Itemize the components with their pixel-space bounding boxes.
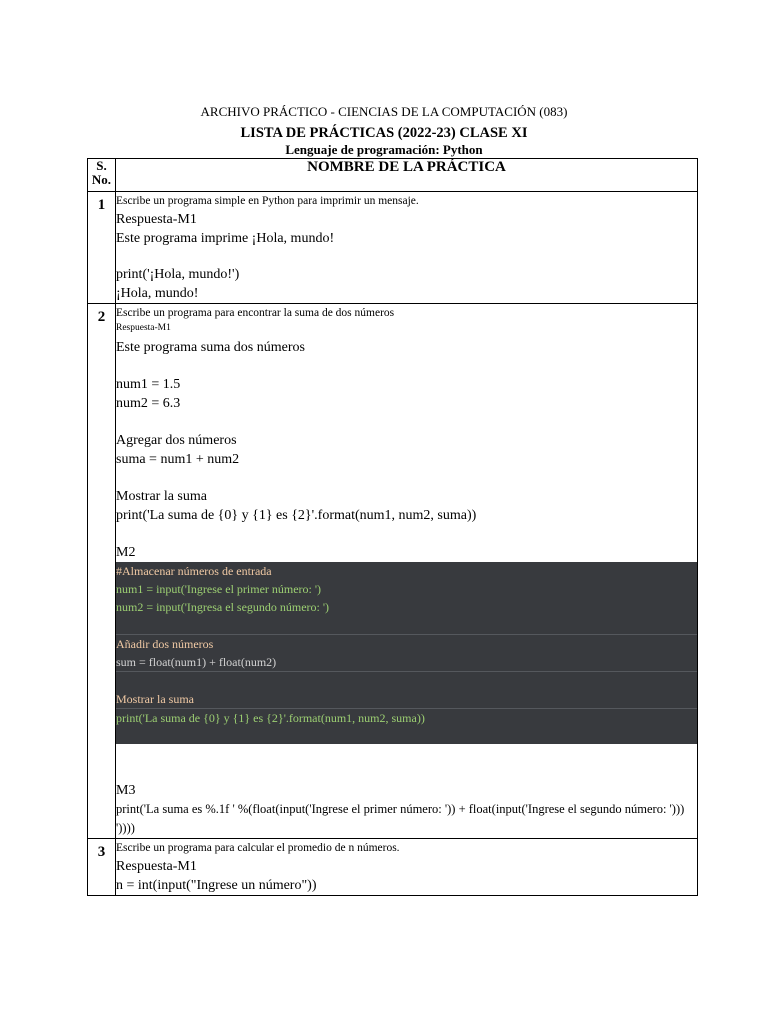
answer-line: Este programa imprime ¡Hola, mundo! (116, 231, 335, 246)
answer-line: Agregar dos números (116, 433, 237, 448)
answer-label: Respuesta-M1 (116, 212, 197, 227)
table-row (88, 839, 698, 896)
code-comment-line: Añadir dos números (116, 634, 697, 653)
answer-line: print('La suma es %.1f ' %(float(input('Ingrese el primer número: ')) + float(input('Ingrese el segundo número: '))) (116, 802, 685, 816)
answer-label: Respuesta-M1 (116, 859, 197, 874)
row-number: 2 (97, 309, 106, 325)
answer-line: num1 = 1.5 (116, 377, 181, 392)
blank-line (116, 357, 697, 375)
code-line: print('La suma de {0} y {1} es {2}'.format(num1, num2, suma)) (116, 708, 697, 727)
answer-line: suma = num1 + num2 (116, 452, 240, 467)
row-number-cell (88, 192, 116, 304)
row-number: 1 (97, 197, 106, 213)
blank-line (116, 248, 697, 265)
method-label-m3: M3 (116, 783, 136, 798)
table-header-row (88, 159, 698, 192)
answer-line: print('La suma de {0} y {1} es {2}'.format(num1, num2, suma)) (116, 508, 477, 523)
answer-line: Este programa suma dos números (116, 340, 305, 355)
answer-line: ¡Hola, mundo! (116, 286, 199, 301)
answer-line: print('¡Hola, mundo!') (116, 267, 240, 282)
column-header-sno-line2: No. (91, 172, 112, 187)
code-comment-line: Mostrar la suma (116, 692, 194, 706)
row-number-cell (88, 304, 116, 839)
code-blank-line (116, 671, 697, 690)
practice-list-title: LISTA DE PRÁCTICAS (2022-23) CLASE XI (240, 125, 528, 141)
practice-cell (116, 304, 698, 839)
column-header-sno (88, 159, 116, 192)
answer-line: n = int(input("Ingrese un número")) (116, 878, 317, 893)
blank-line (116, 469, 697, 487)
column-header-name: NOMBRE DE LA PRÁCTICA (116, 159, 698, 192)
language-subtitle: Lenguaje de programación: Python (285, 142, 483, 157)
code-line: num1 = input('Ingrese el primer número: ') (116, 582, 322, 596)
code-blank-line (116, 616, 697, 634)
task-description: Escribe un programa para encontrar la suma de dos números (116, 307, 395, 319)
row-number: 3 (97, 844, 106, 860)
answer-label: Respuesta-M1 (116, 323, 171, 333)
code-comment-line: #Almacenar números de entrada (116, 564, 272, 578)
table-row (88, 304, 698, 839)
task-description: Escribe un programa simple en Python para imprimir un mensaje. (116, 195, 419, 207)
task-description: Escribe un programa para calcular el promedio de n números. (116, 842, 400, 854)
code-line: num2 = input('Ingresa el segundo número: ') (116, 600, 330, 614)
answer-line: num2 = 6.3 (116, 396, 181, 411)
row-number-cell (88, 839, 116, 896)
blank-line (116, 413, 697, 431)
answer-line: Mostrar la suma (116, 489, 207, 504)
document-title: ARCHIVO PRÁCTICO - CIENCIAS DE LA COMPUTACIÓN (083) (200, 104, 568, 119)
blank-line (116, 525, 697, 543)
practice-cell (116, 192, 698, 304)
practice-table (87, 158, 698, 896)
table-row (88, 192, 698, 304)
code-line: sum = float(num1) + float(num2) (116, 655, 277, 669)
answer-line: ')))) (116, 821, 135, 835)
method-label-m2: M2 (116, 545, 136, 560)
practice-cell (116, 839, 698, 896)
column-header-sno-line1: S. (96, 158, 107, 173)
code-block (116, 562, 698, 744)
spacer (116, 744, 697, 781)
